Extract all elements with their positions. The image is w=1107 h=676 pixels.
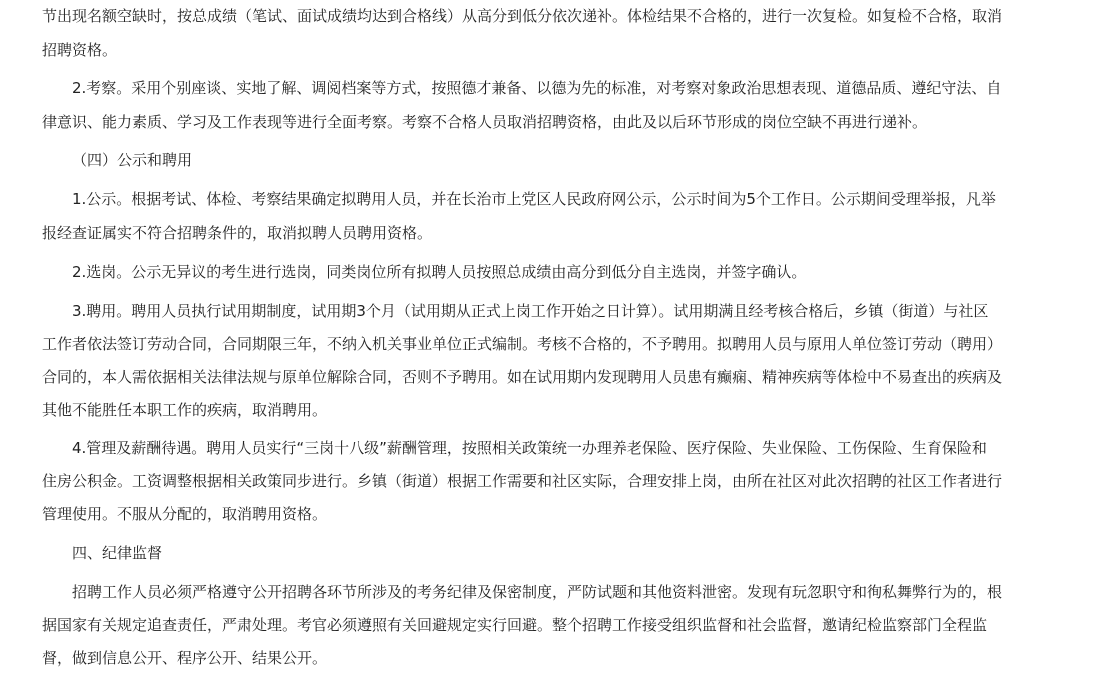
text-line: 其他不能胜任本职工作的疾病，取消聘用。 (42, 401, 328, 419)
text-line: 报经查证属实不符合招聘条件的，取消拟聘人员聘用资格。 (42, 224, 433, 242)
text-line: 住房公积金。工资调整根据相关政策同步进行。乡镇（街道）根据工作需要和社区实际，合理安排上岗，由所在社区对此次招聘的社区工作者进行 (42, 472, 1003, 490)
text-line: 2.选岗。公示无异议的考生进行选岗，同类岗位所有拟聘人员按照总成绩由高分到低分自主选岗，并签字确认。 (72, 263, 807, 281)
text-line: 1.公示。根据考试、体检、考察结果确定拟聘用人员，并在长治市上党区人民政府网公示，公示时间为5个工作日。公示期间受理举报，凡举 (72, 190, 996, 208)
paragraph-discipline (0, 580, 1107, 670)
paragraph-investigation (0, 76, 1107, 134)
text-line: 工作者依法签订劳动合同，合同期限三年，不纳入机关事业单位正式编制。考核不合格的，不予聘用。拟聘用人员与原用人单位签订劳动（聘用） (42, 335, 1003, 353)
text-line: 3.聘用。聘用人员执行试用期制度，试用期3个月（试用期从正式上岗工作开始之日计算）。试用期满且经考核合格后，乡镇（街道）与社区 (72, 302, 989, 320)
text-line: 管理使用。不服从分配的，取消聘用资格。 (42, 505, 328, 523)
heading-line: 四、纪律监督 (72, 544, 163, 562)
section-heading-publicity-hiring (0, 148, 1107, 172)
text-line: 招聘工作人员必须严格遵守公开招聘各环节所涉及的考务纪律及保密制度，严防试题和其他资料泄密。发现有玩忽职守和徇私舞弊行为的，根 (72, 583, 1003, 601)
section-heading-discipline (0, 541, 1107, 565)
text-line: 节出现名额空缺时，按总成绩（笔试、面试成绩均达到合格线）从高分到低分依次递补。体检结果不合格的，进行一次复检。如复检不合格，取消 (42, 7, 1003, 25)
paragraph-physical-exam (0, 4, 1107, 62)
paragraph-salary (0, 436, 1107, 526)
text-line: 律意识、能力素质、学习及工作表现等进行全面考察。考察不合格人员取消招聘资格，由此及以后环节形成的岗位空缺不再进行递补。 (42, 113, 928, 131)
paragraph-publicity (0, 187, 1107, 245)
text-line: 招聘资格。 (42, 41, 118, 59)
text-line: 据国家有关规定追查责任，严肃处理。考官必须遵照有关回避规定实行回避。整个招聘工作接受组织监督和社会监督，邀请纪检监察部门全程监 (42, 616, 988, 634)
text-line: 2.考察。采用个别座谈、实地了解、调阅档案等方式，按照德才兼备、以德为先的标准，对考察对象政治思想表现、道德品质、遵纪守法、自 (72, 79, 1002, 97)
text-line: 4.管理及薪酬待遇。聘用人员实行“三岗十八级”薪酬管理，按照相关政策统一办理养老保险、医疗保险、失业保险、工伤保险、生育保险和 (72, 439, 987, 457)
text-line: 合同的，本人需依据相关法律法规与原单位解除合同，否则不予聘用。如在试用期内发现聘用人员患有癫痫、精神疾病等体检中不易查出的疾病及 (42, 368, 1003, 386)
text-line: 督，做到信息公开、程序公开、结果公开。 (42, 649, 328, 667)
heading-line: （四）公示和聘用 (72, 151, 193, 169)
paragraph-hiring (0, 299, 1107, 422)
paragraph-position-selection (0, 260, 1107, 284)
